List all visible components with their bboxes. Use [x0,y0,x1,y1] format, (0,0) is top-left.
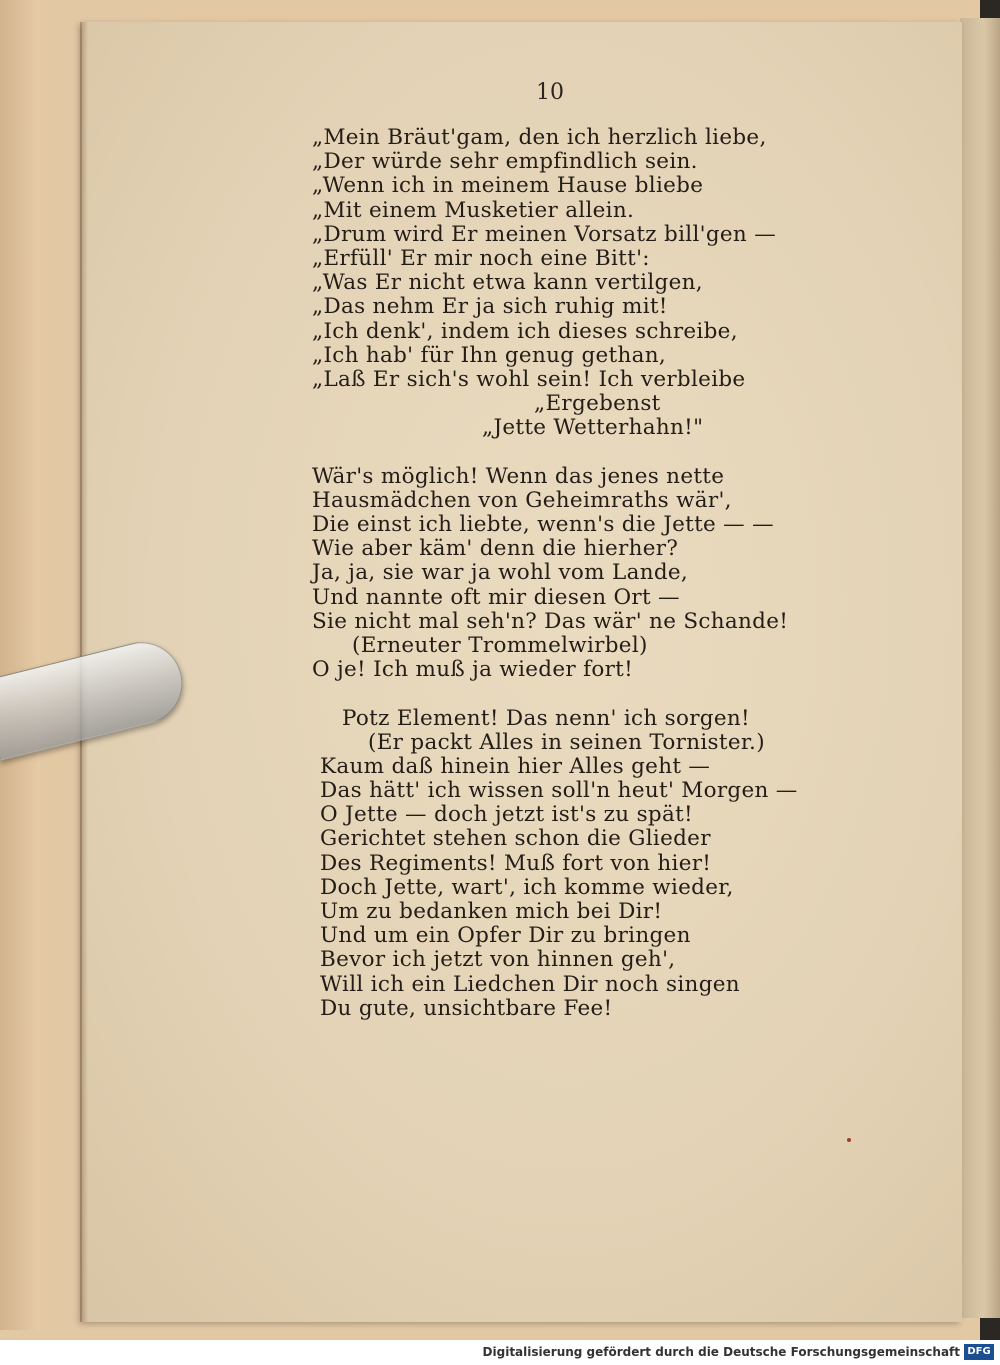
stanza-gap [312,682,812,706]
cover-edge [0,0,40,1330]
verse-line: „Was Er nicht etwa kann vertilgen, [312,270,703,296]
verse-line: „Mit einem Musketier allein. [312,197,635,223]
page-number: 10 [536,80,564,105]
verse-line: Bevor ich jetzt von hinnen geh', [320,947,676,973]
verse-line: Doch Jette, wart', ich komme wieder, [320,874,734,900]
verse-line: (Erneuter Trommelwirbel) [352,632,648,658]
verse-line: Wär's möglich! Wenn das jenes nette [312,463,725,489]
verse-line: Gerichtet stehen schon die Glieder [320,826,711,852]
verse-line: Wie aber käm' denn die hierher? [312,536,679,562]
verse-line: Will ich ein Liedchen Dir noch singen [320,971,740,997]
verse-line: „Der würde sehr empfindlich sein. [312,149,698,175]
funding-credit: Digitalisierung gefördert durch die Deutsche Forschungsgemeinschaft [482,1345,960,1359]
verse-line: Die einst ich liebte, wenn's die Jette — — [312,512,774,537]
facing-page-edge [960,18,1000,1318]
verse-line: „Laß Er sich's wohl sein! Ich verbleibe [312,366,746,392]
verse-line: Ja, ja, sie war ja wohl vom Lande, [312,560,689,586]
verse-line: Potz Element! Das nenn' ich sorgen! [342,705,750,731]
stanza-gap [312,440,812,464]
paper-stain [847,1138,851,1142]
verse-line: Sie nicht mal seh'n? Das wär' ne Schande! [312,608,789,634]
verse-line: Hausmädchen von Geheimraths wär', [312,487,732,513]
verse-line: „Das nehm Er ja sich ruhig mit! [312,294,668,320]
verse-line: O Jette — doch jetzt ist's zu spät! [320,802,693,828]
verse-line: „Ich hab' für Ihn genug gethan, [312,342,667,368]
verse-line: (Er packt Alles in seinen Tornister.) [368,729,765,755]
verse-line: „Drum wird Er meinen Vorsatz bill'gen — [312,221,777,247]
verse-line: „Ergebenst [534,391,661,417]
verse-line: Des Regiments! Muß fort von hier! [320,850,712,876]
verse-line: Kaum daß hinein hier Alles geht — [320,753,711,779]
verse-line: Und nannte oft mir diesen Ort — [312,584,680,610]
verse-line: „Ich denk', indem ich dieses schreibe, [312,318,738,344]
verse-line: „Mein Bräut'gam, den ich herzlich liebe, [312,125,767,150]
verse-line: Und um ein Opfer Dir zu bringen [320,923,691,949]
verse-line: O je! Ich muß ja wieder fort! [312,657,634,683]
verse-line: „Wenn ich in meinem Hause bliebe [312,173,704,199]
verse-line: „Jette Wetterhahn!" [482,415,704,441]
verse-line: „Erfüll' Er mir noch eine Bitt': [312,245,650,271]
verse-line: Um zu bedanken mich bei Dir! [320,899,663,924]
verse-line: Das hätt' ich wissen soll'n heut' Morgen — [320,778,798,804]
dfg-logo: DFG [964,1344,994,1360]
poem-text [312,126,812,1021]
verse-line: Du gute, unsichtbare Fee! [320,995,613,1021]
